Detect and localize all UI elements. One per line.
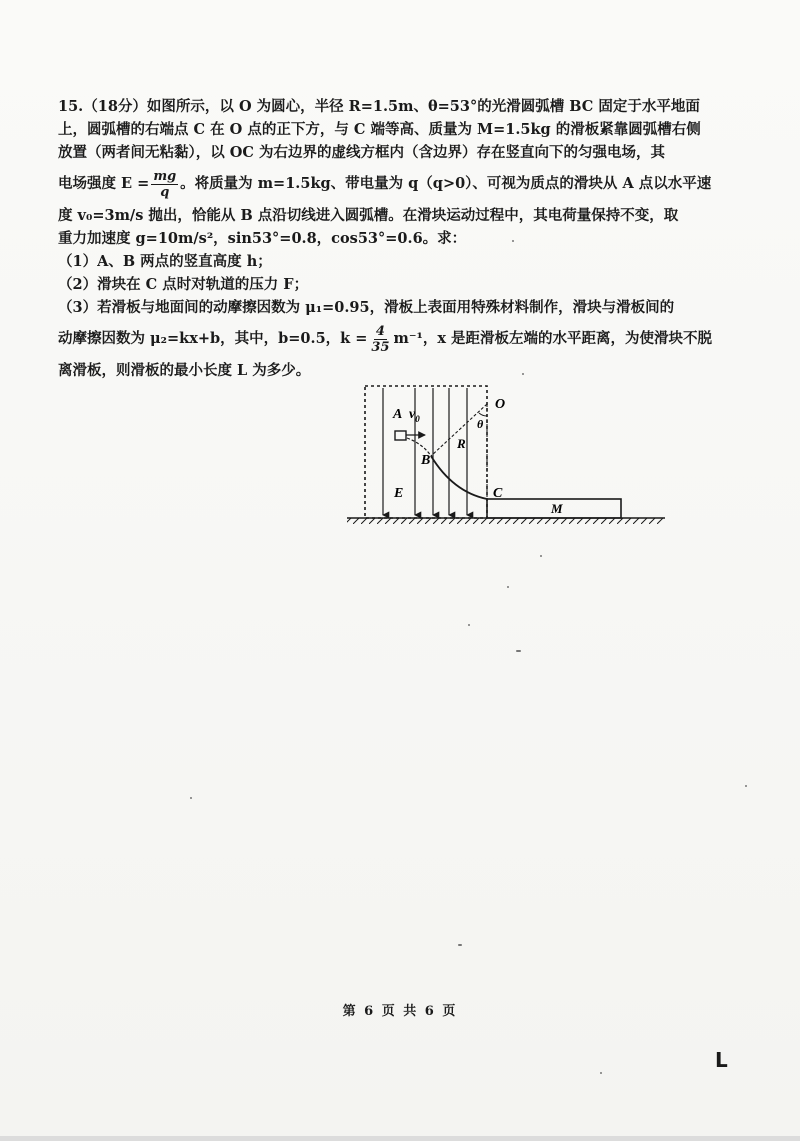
- corner-mark: L: [715, 1048, 728, 1072]
- label-e: E: [394, 486, 404, 501]
- label-m: M: [551, 501, 563, 516]
- label-b: B: [421, 453, 431, 468]
- scan-speck: [507, 586, 509, 588]
- label-theta: θ: [477, 417, 484, 431]
- scan-speck: [468, 624, 470, 626]
- scan-speck: [522, 373, 524, 375]
- problem-line-4: [58, 164, 748, 204]
- scan-bottom-edge: [0, 1136, 800, 1141]
- scan-speck: [540, 555, 542, 557]
- field-fraction-numerator: mg: [153, 168, 177, 184]
- slider-block-a: [395, 431, 406, 440]
- question-1: （1）A、B 两点的竖直高度 h；: [58, 253, 272, 270]
- ground-hatching: [347, 518, 665, 524]
- k-fraction-denominator: 35: [371, 339, 390, 355]
- label-v0-subscript: 0: [415, 414, 420, 424]
- label-v0: [409, 407, 420, 424]
- k-fraction: [369, 324, 391, 355]
- page-footer: 第 6 页 共 6 页: [342, 1004, 458, 1019]
- scan-speck: [512, 240, 514, 242]
- question-3-line-1: （3）若滑板与地面间的动摩擦因数为 μ₁=0.95，滑板上表面用特殊材料制作，滑块与滑板间的: [58, 299, 675, 316]
- scan-speck: [458, 944, 462, 946]
- question-3-line-3: 离滑板，则滑板的最小长度 L 为多少。: [58, 362, 311, 379]
- problem-15: [58, 95, 748, 382]
- angle-arc: [479, 413, 487, 416]
- label-v0-main: v: [409, 407, 416, 422]
- label-c: C: [493, 486, 503, 501]
- label-a: A: [393, 407, 403, 422]
- problem-line-5: 度 v₀=3m/s 抛出，恰能从 B 点沿切线进入圆弧槽。在滑块运动过程中，其电荷量保持不变，取: [58, 207, 679, 224]
- field-fraction: [151, 169, 178, 200]
- problem-line-3: 放置（两者间无粘黏），以 OC 为右边界的虚线方框内（含边界）存在竖直向下的匀强电场，其: [58, 144, 666, 161]
- question-2: （2）滑块在 C 点时对轨道的压力 F；: [58, 276, 309, 293]
- arc-groove-bc: [431, 456, 487, 499]
- scan-speck: [190, 797, 192, 799]
- k-fraction-numerator: 4: [375, 323, 385, 339]
- problem-line-1: 15.（18分）如图所示，以 O 为圆心，半径 R=1.5m、θ=53°的光滑圆弧槽 BC 固定于水平地面: [58, 98, 700, 115]
- problem-line-2: 上，圆弧槽的右端点 C 在 O 点的正下方，与 C 端等高、质量为 M=1.5kg 的滑板紧靠圆弧槽右侧: [58, 121, 701, 138]
- question-3-line-2-rest: m⁻¹，x 是距滑板左端的水平距离，为使滑块不脱: [393, 330, 713, 347]
- friction-formula-label: 动摩擦因数为 μ₂=kx+b，其中，b=0.5，k =: [58, 330, 368, 347]
- scan-speck: [516, 650, 521, 652]
- field-fraction-denominator: q: [160, 184, 170, 200]
- question-3-line-2: [58, 319, 748, 359]
- label-o: O: [495, 397, 506, 412]
- physics-diagram: [345, 380, 670, 525]
- label-r: R: [457, 436, 466, 451]
- problem-line-4-rest: 。将质量为 m=1.5kg、带电量为 q（q>0）、可视为质点的滑块从 A 点以水平速: [180, 175, 712, 192]
- scan-speck: [745, 785, 747, 787]
- scan-speck: [600, 1072, 602, 1074]
- electric-field-formula-label: 电场强度 E =: [58, 175, 150, 192]
- problem-line-6: 重力加速度 g=10m/s²，sin53°=0.8，cos53°=0.6。求：: [58, 230, 467, 247]
